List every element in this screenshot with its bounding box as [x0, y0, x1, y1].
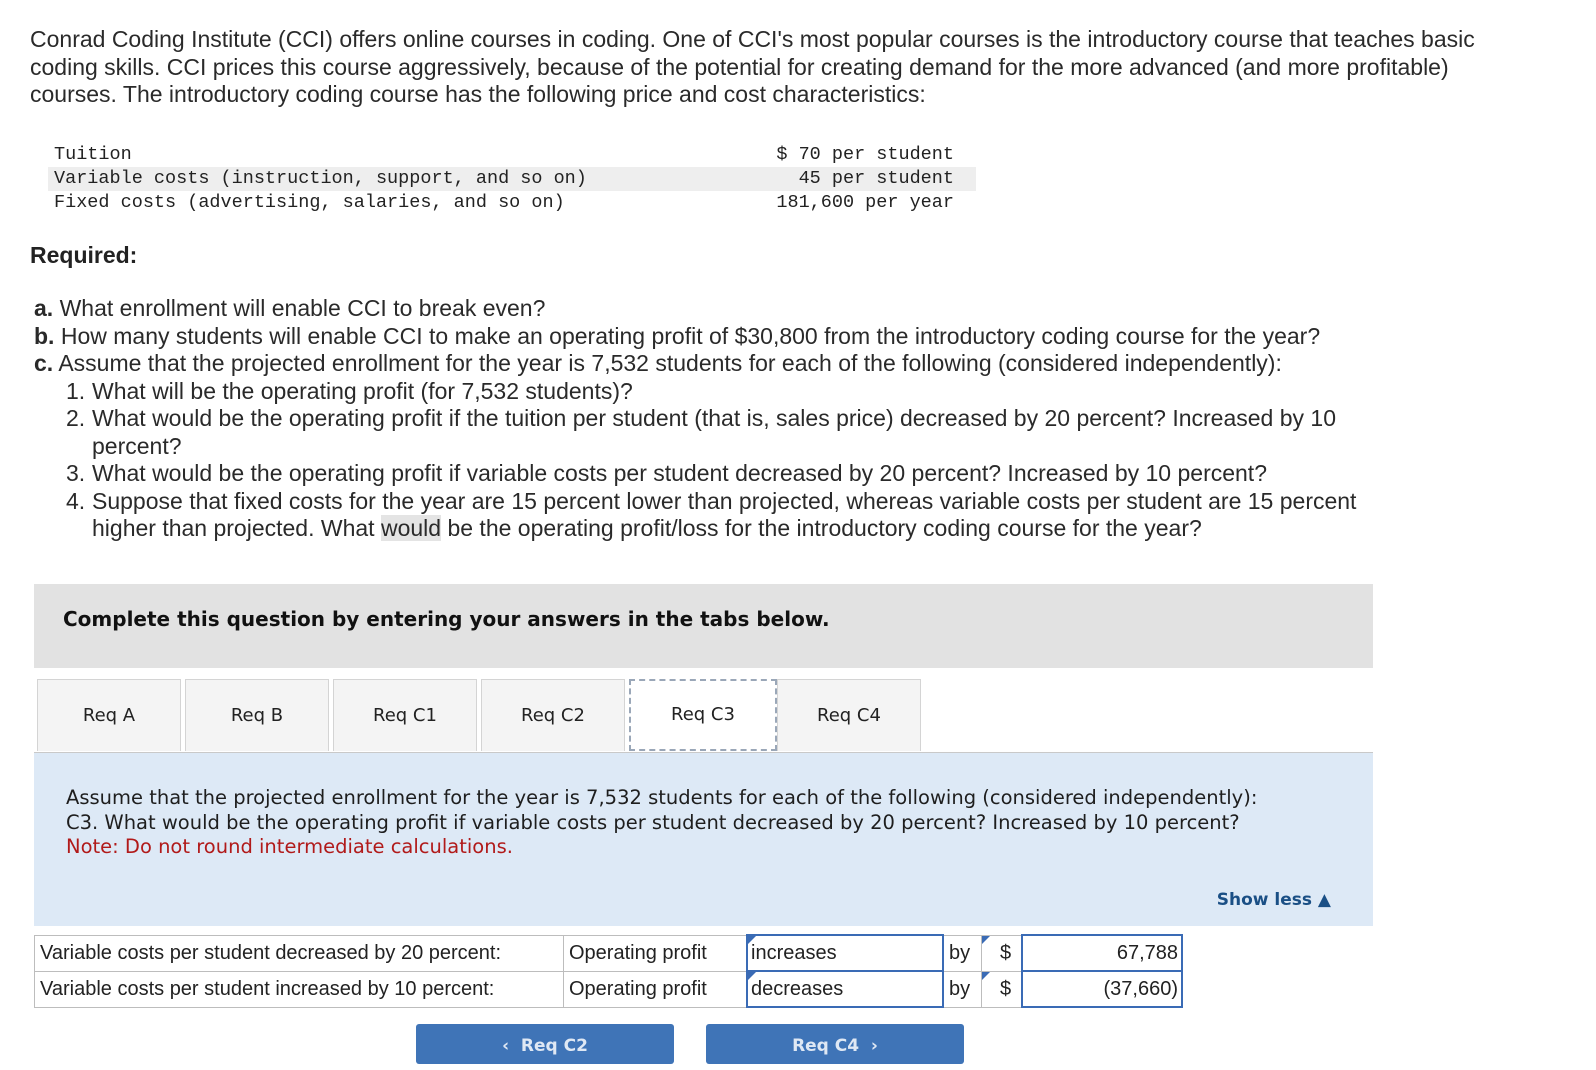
flag-icon [748, 936, 756, 944]
questions-list [34, 295, 1534, 543]
tab-req-c1[interactable]: Req C1 [333, 679, 477, 751]
question-c2 [34, 405, 1534, 460]
instructions-banner [34, 584, 1373, 668]
next-label: Req C4 [792, 1036, 860, 1056]
panel-line: C3. What would be the operating profit if variable costs per student decreased by 20 percent? Increased by 10 percent? [66, 810, 1240, 834]
panel-note: Note: Do not round intermediate calculations. [66, 835, 513, 858]
subquestion-number: 2. [66, 405, 86, 431]
cost-amount: 181,600 per year [776, 192, 954, 213]
table-row [35, 971, 1183, 1007]
tab-req-c2[interactable]: Req C2 [481, 679, 625, 751]
show-less-link[interactable] [1217, 890, 1331, 910]
prev-label: Req C2 [520, 1036, 588, 1056]
subquestion-text: Suppose that fixed costs for the year are 15 percent lower than projected, whereas variable costs per student are 15 percent [92, 487, 1357, 514]
text-segment: be the operating profit/loss for the introductory coding course for the year? [441, 515, 1202, 541]
subquestion-number: 3. [66, 460, 86, 486]
triangle-up-icon: ▲ [1317, 890, 1331, 910]
prev-button[interactable] [416, 1024, 674, 1064]
panel-text [66, 786, 1346, 860]
row-label: Variable costs per student increased by 10 percent: [35, 971, 564, 1007]
currency-symbol: $ [1000, 977, 1012, 1000]
cost-row-variable [48, 167, 976, 191]
row-op-label: Operating profit [564, 935, 748, 971]
question-letter: a. [34, 295, 54, 321]
subquestion-number: 1. [66, 377, 86, 404]
question-letter: b. [34, 322, 55, 349]
currency-symbol: $ [1000, 941, 1012, 964]
cost-label: Fixed costs (advertising, salaries, and so on) [54, 192, 565, 213]
cost-label: Variable costs (instruction, support, and so on) [54, 168, 587, 189]
cost-row-tuition [48, 143, 976, 167]
cost-amount: 45 per student [798, 168, 954, 189]
question-a [34, 295, 1534, 323]
subquestion-text: What would be the operating profit if the tuition per student (that is, sales price) decreased by 20 percent? Increased by 10 [92, 405, 1336, 431]
question-c1 [34, 378, 1534, 406]
row-op-label: Operating profit [564, 971, 748, 1007]
panel-line: Assume that the projected enrollment for the year is 7,532 students for each of the following (considered independently): [66, 786, 1258, 809]
tab-req-c4[interactable]: Req C4 [777, 679, 921, 751]
question-panel [34, 753, 1373, 926]
currency-cell [982, 971, 1023, 1007]
by-label: by [943, 971, 982, 1007]
flag-icon [748, 972, 756, 980]
question-c4 [34, 488, 1534, 543]
question-letter: c. [34, 350, 54, 376]
subquestion-text-cont [66, 515, 1534, 543]
direction-value: increases [751, 941, 837, 964]
problem-intro: Conrad Coding Institute (CCI) offers online courses in coding. One of CCI's most popular courses is the introductory course that teaches basic coding skills. CCI prices this course aggressively, because of the potential for creating demand for the more advanced (and more profitable) courses. The introductory coding course has the following price and cost characteristics: [30, 26, 1475, 107]
direction-value: decreases [751, 977, 844, 1000]
question-c [34, 350, 1534, 378]
highlighted-word: would [380, 515, 442, 541]
amount-input[interactable]: (37,660) [1022, 971, 1182, 1007]
subquestion-text: What would be the operating profit if variable costs per student decreased by 20 percent? Increased by 10 percent? [92, 460, 1267, 486]
answer-table [34, 934, 1183, 1008]
by-label: by [943, 935, 982, 971]
instructions-text: Complete this question by entering your answers in the tabs below. [63, 607, 830, 631]
cost-row-fixed [48, 191, 976, 215]
cost-table [48, 143, 976, 215]
chevron-right-icon: › [870, 1036, 878, 1056]
question-b [34, 323, 1534, 351]
question-text: Assume that the projected enrollment for the year is 7,532 students for each of the following (considered independently): [58, 350, 1282, 376]
show-less-label: Show less [1216, 890, 1312, 910]
tab-req-a[interactable]: Req A [37, 679, 181, 751]
direction-select[interactable] [747, 971, 943, 1007]
flag-icon [982, 972, 990, 980]
amount-input[interactable]: 67,788 [1022, 935, 1182, 971]
chevron-left-icon: ‹ [502, 1036, 510, 1056]
subquestion-text: What will be the operating profit (for 7,532 students)? [92, 377, 633, 404]
cost-label: Tuition [54, 144, 132, 165]
direction-select[interactable] [747, 935, 943, 971]
question-text: How many students will enable CCI to make an operating profit of $30,800 from the introductory coding course for the year? [60, 322, 1321, 349]
subquestion-number: 4. [66, 487, 86, 514]
table-row [35, 935, 1183, 971]
row-label: Variable costs per student decreased by 20 percent: [35, 935, 564, 971]
required-heading: Required: [30, 242, 138, 268]
question-text: What enrollment will enable CCI to break even? [59, 295, 546, 321]
flag-icon [982, 936, 990, 944]
question-c3 [34, 460, 1534, 488]
currency-cell [982, 935, 1023, 971]
tab-req-b[interactable]: Req B [185, 679, 329, 751]
cost-amount: $ 70 per student [776, 144, 954, 165]
subquestion-text-cont: percent? [92, 432, 182, 459]
next-button[interactable] [706, 1024, 964, 1064]
text-segment: higher than projected. What [92, 515, 381, 541]
tab-req-c3[interactable]: Req C3 [629, 679, 777, 751]
